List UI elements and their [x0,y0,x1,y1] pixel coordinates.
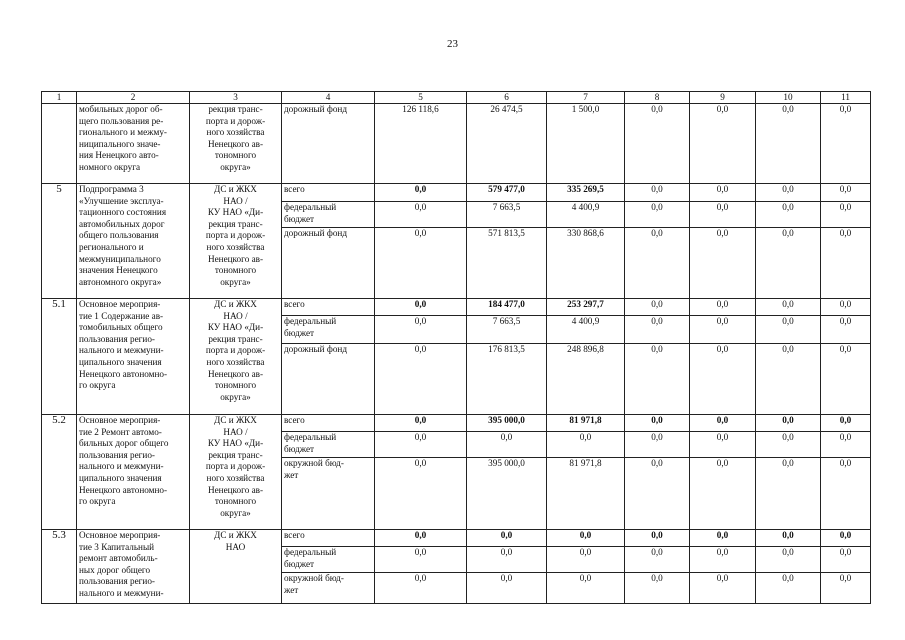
value-cell: 0,0 [821,415,871,432]
value-cell: 184 477,0 [467,299,547,316]
value-cell: 7 663,5 [467,316,547,344]
value-cell: 0,0 [625,299,690,316]
value-cell: 0,0 [375,202,467,228]
value-cell: 0,0 [821,573,871,604]
measure-name-cell: Основное мероприя- тие 1 Содержание ав- томобильных общего пользования регио- нального и межмуни- ципального значения Ненецкого автономно- го округа [77,299,190,415]
value-cell: 0,0 [625,104,690,184]
value-cell: 0,0 [690,299,756,316]
value-cell: 0,0 [756,432,821,458]
value-cell: 0,0 [690,547,756,573]
value-cell: 0,0 [690,344,756,415]
value-cell: 0,0 [625,202,690,228]
column-number: 10 [756,92,821,104]
value-cell: 0,0 [756,299,821,316]
funding-source-cell: всего [282,299,375,316]
value-cell: 81 971,8 [547,458,625,530]
value-cell: 176 813,5 [467,344,547,415]
value-cell: 0,0 [547,573,625,604]
column-number: 11 [821,92,871,104]
value-cell: 0,0 [690,184,756,202]
measure-name-cell: мобильных дорог об- щего пользования ре- гионального и межму- ниципального значе- ния Ненецкого авто- номного округа [77,104,190,184]
value-cell: 4 400,9 [547,316,625,344]
value-cell: 0,0 [625,228,690,299]
budget-table [41,91,871,604]
measure-name-cell: Основное мероприя- тие 3 Капитальный ремонт автомобиль- ных дорог общего пользования регио- нального и межмуни- [77,530,190,604]
value-cell: 0,0 [821,228,871,299]
value-cell: 0,0 [625,316,690,344]
value-cell: 0,0 [821,458,871,530]
value-cell: 0,0 [821,104,871,184]
funding-source-cell: дорожный фонд [282,228,375,299]
value-cell: 0,0 [467,530,547,547]
value-cell: 0,0 [690,530,756,547]
value-cell: 0,0 [547,530,625,547]
table-row [42,184,871,202]
funding-source-cell: окружной бюд- жет [282,458,375,530]
value-cell: 0,0 [756,530,821,547]
funding-source-cell: федеральный бюджет [282,432,375,458]
value-cell: 0,0 [690,432,756,458]
value-cell: 0,0 [756,184,821,202]
value-cell: 0,0 [375,228,467,299]
value-cell: 248 896,8 [547,344,625,415]
value-cell: 0,0 [690,104,756,184]
value-cell: 0,0 [821,344,871,415]
value-cell: 253 297,7 [547,299,625,316]
value-cell: 0,0 [547,432,625,458]
row-number-cell: 5 [42,184,77,299]
value-cell: 0,0 [625,415,690,432]
value-cell: 0,0 [375,530,467,547]
row-number-cell [42,104,77,184]
value-cell: 26 474,5 [467,104,547,184]
value-cell: 0,0 [756,228,821,299]
value-cell: 0,0 [375,432,467,458]
row-number-cell: 5.1 [42,299,77,415]
value-cell: 0,0 [547,547,625,573]
value-cell: 0,0 [467,432,547,458]
value-cell: 0,0 [821,530,871,547]
row-number-cell: 5.3 [42,530,77,604]
responsible-cell: ДС и ЖКХ НАО / КУ НАО «Ди- рекция транс- порта и дорож- ного хозяйства Ненецкого ав- тономного округа» [190,415,282,530]
value-cell: 0,0 [756,458,821,530]
value-cell: 0,0 [375,458,467,530]
value-cell: 0,0 [821,432,871,458]
table-body [42,92,871,604]
value-cell: 330 868,6 [547,228,625,299]
value-cell: 0,0 [690,415,756,432]
responsible-cell: рекция транс- порта и дорож- ного хозяйства Ненецкого ав- тономного округа» [190,104,282,184]
value-cell: 4 400,9 [547,202,625,228]
value-cell: 0,0 [821,184,871,202]
funding-source-cell: федеральный бюджет [282,547,375,573]
column-number: 6 [467,92,547,104]
column-number-row [42,92,871,104]
responsible-cell: ДС и ЖКХ НАО / КУ НАО «Ди- рекция транс- порта и дорож- ного хозяйства Ненецкого ав- тономного округа» [190,184,282,299]
value-cell: 0,0 [821,547,871,573]
column-number: 2 [77,92,190,104]
value-cell: 81 971,8 [547,415,625,432]
value-cell: 0,0 [756,344,821,415]
value-cell: 0,0 [821,202,871,228]
value-cell: 0,0 [625,547,690,573]
value-cell: 0,0 [690,316,756,344]
funding-source-cell: всего [282,184,375,202]
table-row [42,299,871,316]
funding-source-cell: всего [282,415,375,432]
column-number: 7 [547,92,625,104]
funding-source-cell: окружной бюд- жет [282,573,375,604]
value-cell: 0,0 [690,458,756,530]
value-cell: 0,0 [690,228,756,299]
value-cell: 0,0 [375,547,467,573]
value-cell: 0,0 [375,299,467,316]
value-cell: 0,0 [467,547,547,573]
value-cell: 0,0 [625,458,690,530]
funding-source-cell: федеральный бюджет [282,202,375,228]
measure-name-cell: Подпрограмма 3 «Улучшение эксплуа- тационного состояния автомобильных дорог общего пользования регионального и межмуниципального значения Ненецкого автономного округа» [77,184,190,299]
value-cell: 126 118,6 [375,104,467,184]
column-number: 8 [625,92,690,104]
value-cell: 0,0 [467,573,547,604]
column-number: 1 [42,92,77,104]
value-cell: 0,0 [690,573,756,604]
funding-source-cell: дорожный фонд [282,344,375,415]
value-cell: 579 477,0 [467,184,547,202]
value-cell: 0,0 [756,415,821,432]
value-cell: 571 813,5 [467,228,547,299]
column-number: 4 [282,92,375,104]
column-number: 3 [190,92,282,104]
responsible-cell: ДС и ЖКХ НАО [190,530,282,604]
value-cell: 0,0 [756,202,821,228]
value-cell: 0,0 [375,316,467,344]
value-cell: 395 000,0 [467,458,547,530]
value-cell: 1 500,0 [547,104,625,184]
value-cell: 0,0 [756,104,821,184]
column-number: 5 [375,92,467,104]
value-cell: 0,0 [625,573,690,604]
value-cell: 0,0 [821,316,871,344]
value-cell: 0,0 [375,344,467,415]
value-cell: 0,0 [625,432,690,458]
value-cell: 0,0 [756,547,821,573]
table-row [42,530,871,547]
table-row [42,415,871,432]
value-cell: 0,0 [375,184,467,202]
page-number: 23 [447,38,458,50]
value-cell: 0,0 [375,415,467,432]
value-cell: 0,0 [821,299,871,316]
value-cell: 0,0 [375,573,467,604]
column-number: 9 [690,92,756,104]
value-cell: 0,0 [625,344,690,415]
value-cell: 395 000,0 [467,415,547,432]
funding-source-cell: дорожный фонд [282,104,375,184]
table-row [42,104,871,184]
value-cell: 335 269,5 [547,184,625,202]
funding-source-cell: всего [282,530,375,547]
value-cell: 0,0 [625,530,690,547]
value-cell: 0,0 [625,184,690,202]
value-cell: 7 663,5 [467,202,547,228]
funding-source-cell: федеральный бюджет [282,316,375,344]
row-number-cell: 5.2 [42,415,77,530]
responsible-cell: ДС и ЖКХ НАО / КУ НАО «Ди- рекция транс- порта и дорож- ного хозяйства Ненецкого ав- тономного округа» [190,299,282,415]
value-cell: 0,0 [756,573,821,604]
measure-name-cell: Основное мероприя- тие 2 Ремонт автомо- бильных дорог общего пользования регио- нального и межмуни- ципального значения Ненецкого автономно- го округа [77,415,190,530]
value-cell: 0,0 [690,202,756,228]
value-cell: 0,0 [756,316,821,344]
